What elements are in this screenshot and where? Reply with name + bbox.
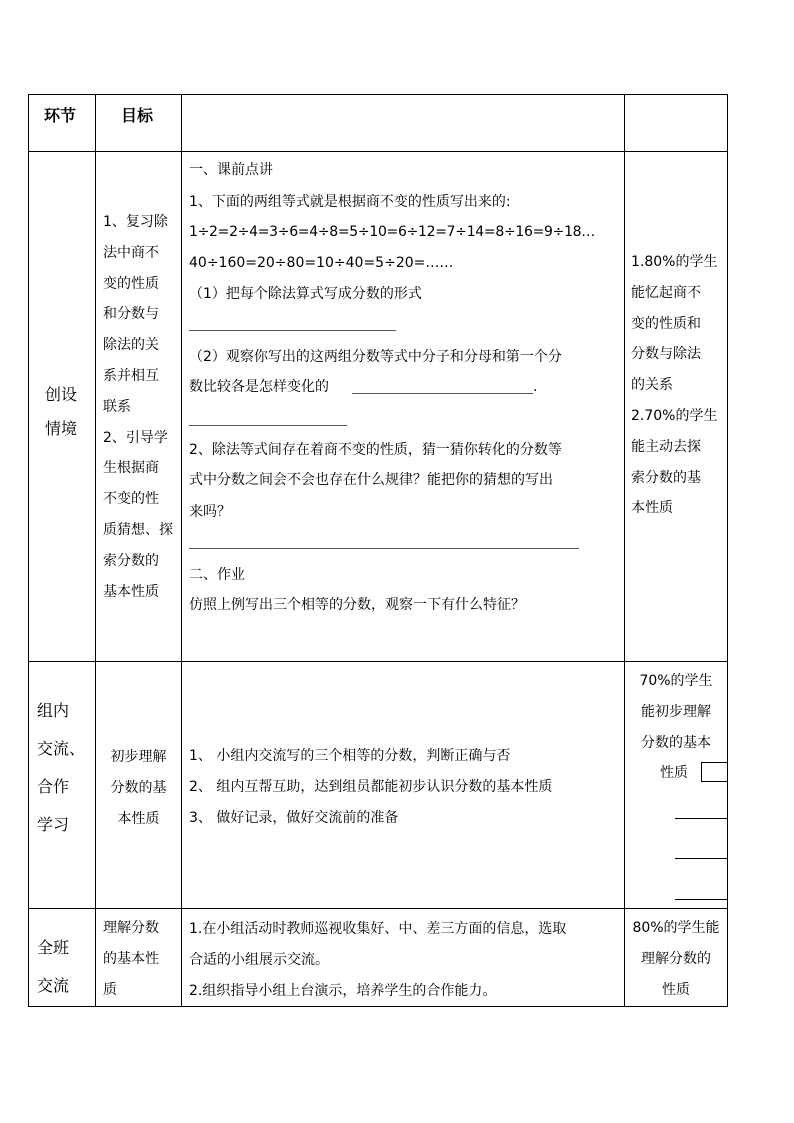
class-task-1: 1.在小组活动时教师巡视收集好、中、差三方面的信息，选取 xyxy=(189,921,567,937)
row3-assessment: 80%的学生能 理解分数的 性质 xyxy=(632,920,720,998)
row3-goal: 理解分数 的基本性 质 xyxy=(103,920,159,998)
group-task-2: 2、 组内互帮互助，达到组员都能初步认识分数的基本性质 xyxy=(189,779,553,795)
process-heading-preclass: 一、课前点讲 xyxy=(189,162,273,178)
group-task-1: 1、 小组内交流写的三个相等的分数，判断正确与否 xyxy=(189,748,511,764)
row-divider xyxy=(28,151,728,152)
process-question-2-cont: 数比较各是怎样变化的 xyxy=(189,379,329,395)
table-border-top xyxy=(28,94,728,95)
table-border-bottom xyxy=(28,1006,728,1007)
row2-goal: 初步理解 分数的基 本性质 xyxy=(110,749,167,827)
equation-group-1: 1÷2=2÷4=3÷6=4÷8=5÷10=6÷12=7÷14=8÷16=9÷18… xyxy=(189,224,595,240)
answer-blank-1[interactable] xyxy=(189,330,396,331)
process-question-1: （1）把每个除法算式写成分数的形式 xyxy=(189,286,422,302)
answer-blank-4[interactable] xyxy=(189,548,579,549)
process-line: 1、下面的两组等式就是根据商不变的性质写出来的: xyxy=(189,194,511,210)
class-task-1-cont: 合适的小组展示交流。 xyxy=(189,952,329,968)
row1-stage: 创设 情境 xyxy=(45,385,78,438)
blank-terminator: . xyxy=(533,379,538,395)
header-goal: 目标 xyxy=(121,106,154,125)
class-task-2: 2.组织指导小组上台演示，培养学生的合作能力。 xyxy=(189,983,497,999)
process-question-3-end: 来吗？ xyxy=(189,504,231,520)
process-question-3-cont: 式中分数之间会不会也存在什么规律？能把你的猜想的写出 xyxy=(189,472,553,488)
row-divider xyxy=(28,908,728,909)
fill-line xyxy=(675,858,727,859)
row2-stage: 组内 交流、 合作 学习 xyxy=(37,701,86,834)
table-border-right xyxy=(727,94,728,1007)
process-question-3: 2、除法等式间存在着商不变的性质，猜一猜你转化的分数等 xyxy=(189,442,562,458)
header-stage: 环节 xyxy=(44,106,77,125)
column-divider xyxy=(95,94,96,1007)
inline-box xyxy=(701,762,727,782)
fill-line xyxy=(675,899,727,900)
column-divider xyxy=(181,94,182,1007)
process-heading-homework: 二、作业 xyxy=(189,567,245,583)
equation-group-2: 40÷160=20÷80=10÷40=5÷20=…… xyxy=(189,255,454,271)
answer-blank-2[interactable] xyxy=(352,393,533,394)
row2-assessment: 70%的学生 能初步理解 分数的基本 性质 xyxy=(639,673,713,782)
row3-stage: 全班 交流 xyxy=(37,938,70,995)
column-divider xyxy=(624,94,625,1007)
row1-assessment: 1.80%的学生 能忆起商不 变的性质和 分数与除法 的关系 2.70%的学生 能主动去探 索分数的基 本性质 xyxy=(631,254,718,517)
fill-line xyxy=(675,818,727,819)
answer-blank-3[interactable] xyxy=(189,425,347,426)
row-divider xyxy=(28,661,728,662)
table-border-left xyxy=(28,94,29,1007)
group-task-3: 3、 做好记录，做好交流前的准备 xyxy=(189,810,399,826)
row1-goal: 1、复习除 法中商不 变的性质 和分数与 除法的关 系并相互 联系 2、引导学 生根据商 不变的性 质猜想、探 索分数的 基本性质 xyxy=(103,214,173,600)
process-question-2: （2）观察你写出的这两组分数等式中分子和分母和第一个分 xyxy=(189,349,562,365)
homework-text: 仿照上例写出三个相等的分数，观察一下有什么特征？ xyxy=(189,597,525,613)
